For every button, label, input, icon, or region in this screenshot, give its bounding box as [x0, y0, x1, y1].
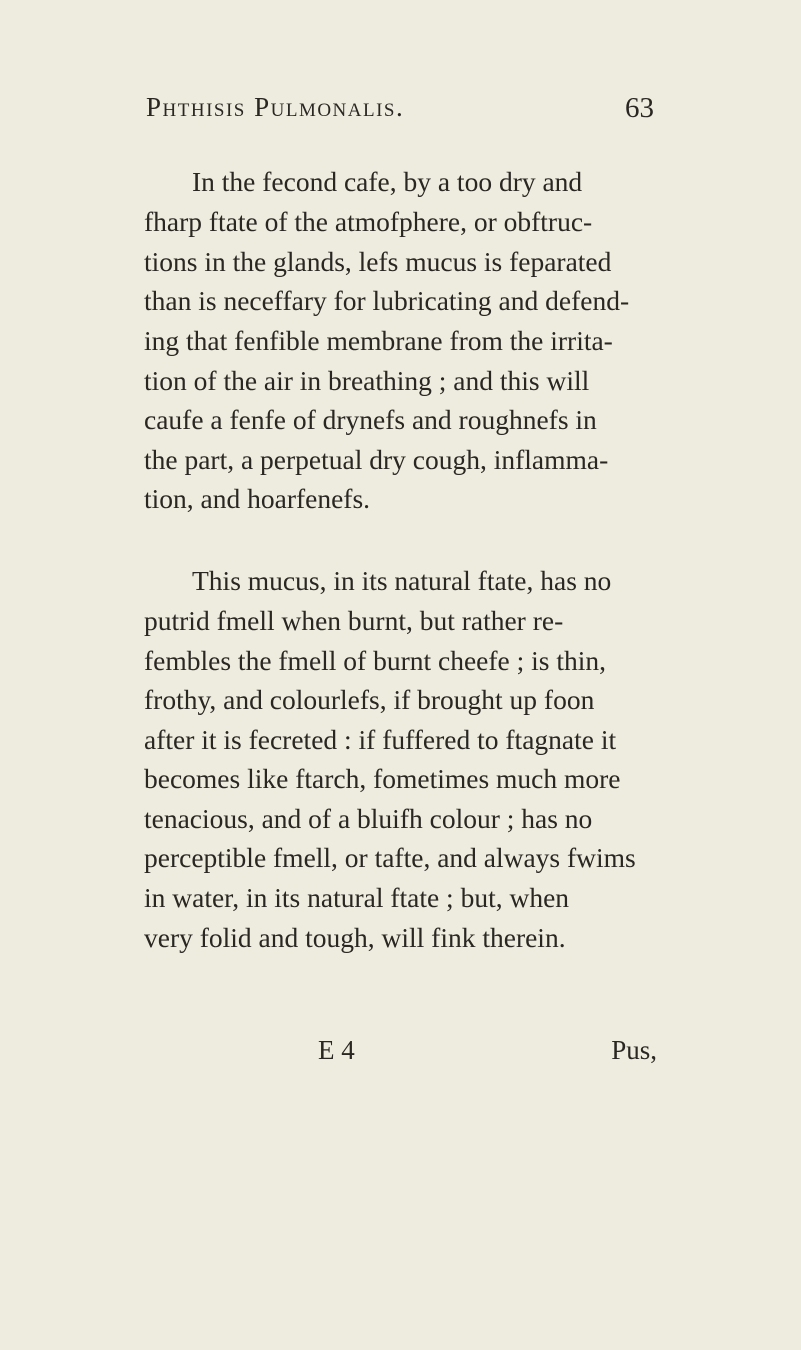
text-line: putrid fmell when burnt, but rather re- — [144, 605, 564, 636]
text-line: fharp ftate of the atmofphere, or obftruc- — [144, 206, 593, 237]
text-line: after it is fecreted : if fuffered to ftagnate it — [144, 724, 617, 755]
text-line: frothy, and colourlefs, if brought up foon — [144, 684, 595, 715]
text-line: caufe a fenfe of drynefs and roughnefs in — [144, 404, 597, 435]
signature-mark: E 4 — [318, 1035, 355, 1065]
text-line: In the fecond cafe, by a too dry and — [192, 166, 583, 197]
text-line: the part, a perpetual dry cough, inflamma- — [144, 444, 609, 475]
text-line: tenacious, and of a bluifh colour ; has no — [144, 803, 593, 834]
text-line: perceptible fmell, or tafte, and always fwims — [144, 842, 636, 873]
text-line: in water, in its natural ftate ; but, when — [144, 882, 570, 913]
text-line: than is neceffary for lubricating and defend- — [144, 285, 630, 316]
text-line: This mucus, in its natural ftate, has no — [192, 565, 612, 596]
page-number: 63 — [625, 92, 654, 124]
text-line: tion, and hoarfenefs. — [144, 483, 371, 514]
running-title: Phthisis Pulmonalis. — [146, 92, 405, 122]
catchword: Pus, — [611, 1035, 657, 1065]
text-line: very folid and tough, will fink therein. — [144, 922, 566, 953]
text-line: becomes like ftarch, fometimes much more — [144, 763, 621, 794]
text-line: tion of the air in breathing ; and this will — [144, 365, 590, 396]
text-line: ing that fenfible membrane from the irrita- — [144, 325, 613, 356]
text-line: fembles the fmell of burnt cheefe ; is thin, — [144, 645, 607, 676]
running-header — [144, 92, 654, 132]
text-line: tions in the glands, lefs mucus is feparated — [144, 246, 612, 277]
